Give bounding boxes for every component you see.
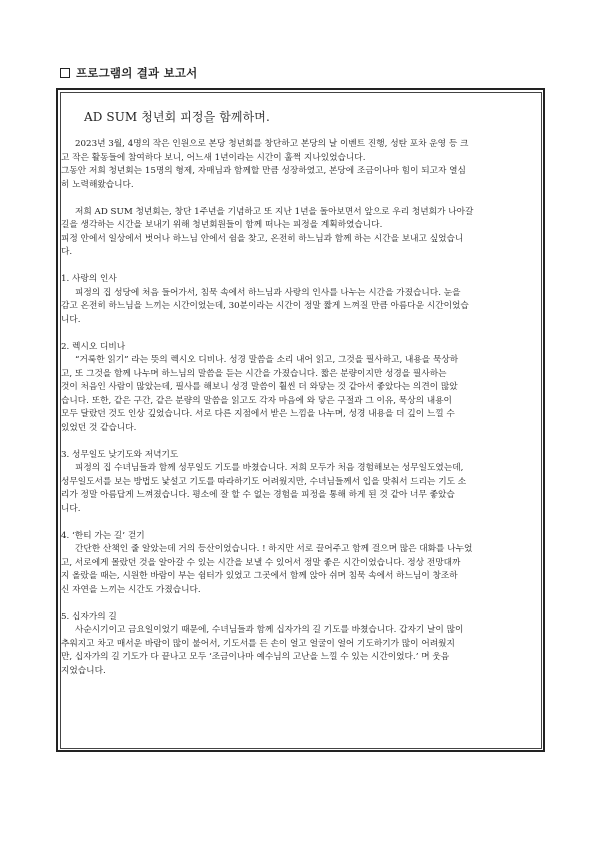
text-line: 지었습니다. bbox=[61, 665, 106, 676]
section-greeting bbox=[61, 273, 541, 327]
text-line: 2023년 3월, 4명의 작은 인원으로 본당 청년회를 창단하고 본당의 날 이벤트 진행, 성탄 포차 운영 등 크 bbox=[75, 139, 469, 149]
text-line: 피정의 집 수녀님들과 함께 성무일도 기도를 바쳤습니다. 저희 모두가 처음 경험해보는 성무일도였는데, bbox=[75, 463, 464, 473]
text-line: 피정의 집 성당에 처음 들어가서, 침묵 속에서 하느님과 사랑의 인사를 나누는 시간을 가졌습니다. 눈을 bbox=[75, 287, 461, 298]
purpose-paragraph bbox=[61, 206, 541, 260]
text-line: “거룩한 읽기” 라는 뜻의 렉시오 디비나. 성경 말씀을 소리 내어 읽고, 그것을 필사하고, 내용을 묵상하 bbox=[75, 355, 459, 365]
section-way-of-cross bbox=[61, 611, 541, 679]
section-hanti-walk bbox=[61, 530, 541, 598]
text-line: 리가 정말 아름답게 느껴졌습니다. 평소에 잘 할 수 없는 경험을 피정을 통해 하게 된 것 같아 너무 좋았습 bbox=[61, 490, 455, 500]
text-line: 고 작은 활동들에 참여하다 보니, 어느새 1년이라는 시간이 훌쩍 지나있었습니다. bbox=[61, 152, 366, 163]
text-line: 신 자연을 느끼는 시간도 가졌습니다. bbox=[61, 584, 201, 595]
text-line: 사순시기이고 금요일이었기 때문에, 수녀님들과 함께 십자가의 길 기도를 바쳤습니다. 갑자기 날이 많이 bbox=[75, 625, 464, 635]
text-line: 니다. bbox=[61, 314, 81, 325]
text-line: 습니다. 또한, 같은 구간, 같은 분량의 말씀을 읽고도 각자 마음에 와 닿은 구절과 그 이유, 묵상의 내용이 bbox=[61, 395, 452, 406]
text-line: 히 노력해왔습니다. bbox=[61, 179, 134, 190]
text-line: 길을 생각하는 시간을 보내기 위해 청년회원들이 함께 떠나는 피정을 계획하였습니다. bbox=[61, 220, 383, 230]
section-lectio-divina bbox=[61, 341, 541, 436]
section-title: 5. 십자가의 길 bbox=[61, 611, 117, 622]
section-title: 1. 사랑의 인사 bbox=[61, 274, 117, 284]
text-line: 고, 서로에게 몰랐던 것을 알아갈 수 있는 시간을 보낼 수 있어서 정말 좋은 시간이었습니다. 정상 전망대까 bbox=[61, 557, 461, 568]
text-line: 만, 십자가의 길 기도가 다 끝나고 모두 ‘조금이나마 예수님의 고난을 느낄 수 있는 시간이었다.’ 며 웃음 bbox=[61, 652, 450, 662]
text-line: 그동안 저희 청년회는 15명의 형제, 자매님과 함께할 만큼 성장하였고, 본당에 조금이나마 힘이 되고자 열심 bbox=[61, 166, 466, 176]
text-line: 것이 처음인 사람이 많았는데, 필사를 해보니 성경 말씀이 훨씬 더 와닿는 것 같아서 좋았다는 의견이 많았 bbox=[61, 382, 458, 392]
section-title: 4. ‘한티 가는 길’ 걷기 bbox=[61, 530, 145, 541]
text-line: 지 올랐을 때는, 시원한 바람이 부는 쉼터가 있었고 그곳에서 함께 앉아 쉬며 침묵 속에서 하느님이 창조하 bbox=[61, 571, 458, 581]
report-title: AD SUM 청년회 피정을 함께하며. bbox=[84, 110, 270, 124]
report-box bbox=[56, 88, 545, 752]
report-body bbox=[61, 138, 541, 678]
intro-paragraph bbox=[61, 138, 541, 192]
text-line: 다. bbox=[61, 247, 73, 257]
text-line: 감고 온전히 하느님을 느끼는 시간이었는데, 30분이라는 시간이 정말 짧게 느껴질 만큼 아름다운 시간이었습 bbox=[61, 301, 469, 311]
text-line: 고, 또 그것을 함께 나누며 하느님의 말씀을 듣는 시간을 가졌습니다. 짧은 분량이지만 성경을 필사하는 bbox=[61, 368, 447, 379]
section-title: 2. 렉시오 디비나 bbox=[61, 341, 126, 352]
text-line: 간단한 산책인 줄 알았는데 거의 등산이었습니다. ! 하지만 서로 끌어주고 함께 걸으며 많은 대화를 나누었 bbox=[75, 544, 473, 554]
section-header bbox=[60, 64, 198, 82]
section-liturgy-of-hours bbox=[61, 449, 541, 517]
section-title: 3. 성무일도 낮기도와 저녁기도 bbox=[61, 449, 179, 460]
text-line: 니다. bbox=[61, 503, 81, 514]
text-line: 추워지고 차고 매서운 바람이 많이 불어서, 기도서를 든 손이 얼고 얼굴이 얼어 기도하기가 많이 어려웠지 bbox=[61, 638, 455, 649]
text-line: 성무일도서를 보는 방법도 낯설고 기도를 따라하기도 어려웠지만, 수녀님들께서 입을 맞춰서 드리는 기도 소 bbox=[61, 476, 467, 487]
text-line: 저희 AD SUM 청년회는, 창단 1주년을 기념하고 또 지난 1년을 돌아보면서 앞으로 우리 청년회가 나아갈 bbox=[75, 206, 474, 217]
text-line: 피정 안에서 일상에서 벗어나 하느님 안에서 쉼을 찾고, 온전히 하느님과 함께 하는 시간을 보내고 싶었습니 bbox=[61, 233, 464, 244]
text-line: 있었던 것 같습니다. bbox=[61, 422, 137, 433]
text-line: 모두 달랐던 것도 인상 깊었습니다. 서로 다른 지점에서 받은 느낌을 나누며, 성경 내용을 더 깊이 느낄 수 bbox=[61, 409, 455, 419]
square-bullet-icon bbox=[60, 68, 70, 78]
section-header-label: 프로그램의 결과 보고서 bbox=[76, 66, 198, 80]
